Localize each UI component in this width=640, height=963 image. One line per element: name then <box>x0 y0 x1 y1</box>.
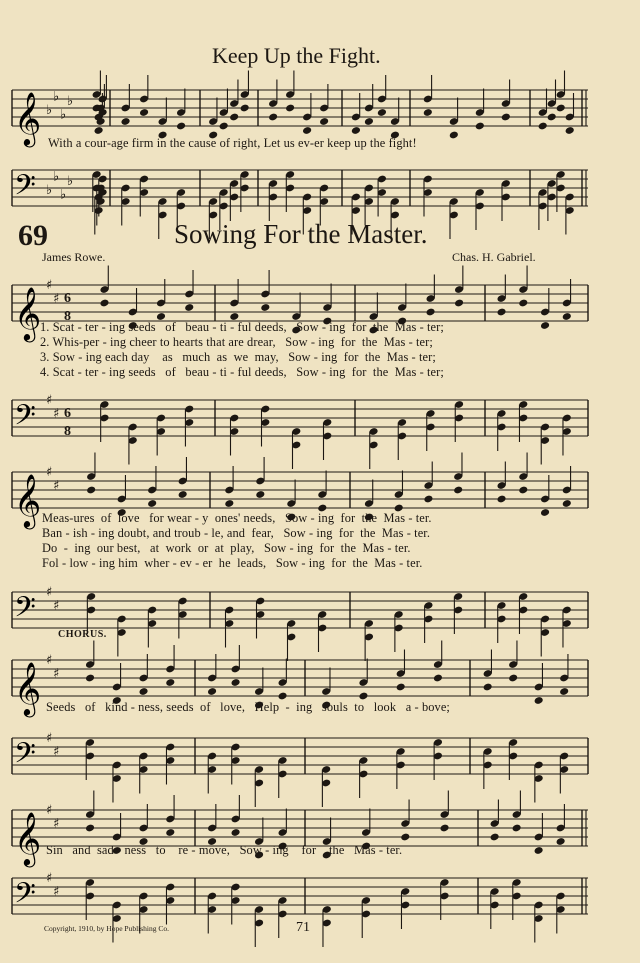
note-head <box>556 837 566 846</box>
note-head <box>562 499 572 508</box>
bass-clef-icon: 𝄢 <box>14 591 36 631</box>
note-head <box>454 299 464 308</box>
note-head <box>396 683 406 692</box>
flat-icon: ♭ <box>60 107 67 123</box>
note-head <box>400 833 410 842</box>
note-head <box>85 824 95 833</box>
hymn-title: Sowing For the Master. <box>174 219 428 249</box>
treble-clef-icon: 𝄞 <box>14 91 42 145</box>
hymn-number: 69 <box>18 219 48 252</box>
composer-credit: Chas. H. Gabriel. <box>452 250 536 264</box>
bass-staff <box>0 390 640 450</box>
flat-icon: ♭ <box>60 187 67 203</box>
note-head <box>423 108 433 117</box>
verse-2-line-2: Ban - ish - ing doubt, and troub - le, and fear, Sow - ing for the Mas - ter. <box>42 526 431 540</box>
note-head <box>351 126 361 135</box>
note-head <box>439 824 449 833</box>
flat-icon: ♭ <box>53 89 60 105</box>
note-head <box>559 687 569 696</box>
sharp-icon: ♯ <box>46 393 53 408</box>
verse-1-line-2: Meas-ures of love for wear - y ones' needs, Sow - ing for the Mas - ter. <box>42 511 432 525</box>
sharp-icon: ♯ <box>53 478 60 494</box>
bass-staff <box>0 728 640 788</box>
note-head <box>231 678 241 687</box>
chorus-line-1: Seeds of kind - ness, seeds of love, Help - ing souls to look a - bove; <box>46 700 450 714</box>
note-head <box>138 687 148 696</box>
sharp-icon: ♯ <box>53 816 60 832</box>
note-head <box>99 299 109 308</box>
note-head <box>512 824 522 833</box>
note-head <box>547 113 557 122</box>
sharp-icon: ♯ <box>46 731 53 746</box>
bass-staff <box>0 868 640 928</box>
note-head <box>534 846 544 855</box>
note-head <box>285 104 295 113</box>
note-head <box>475 122 485 131</box>
sharp-icon: ♯ <box>46 278 53 293</box>
note-head <box>255 490 265 499</box>
note-head <box>538 122 548 131</box>
note-head <box>240 104 250 113</box>
verse-4-line-1: 4. Scat - ter - ing seeds of beau - ti - ful deeds, Sow - ing for the Mas - ter; <box>40 365 444 379</box>
previous-hymn-title: Keep Up the Fight. <box>212 43 381 68</box>
verse-2-line-1: 2. Whis-per - ing cheer to hearts that are drear, Sow - ing for the Mas - ter; <box>40 335 433 349</box>
time-signature-numerator: 6 <box>64 406 71 421</box>
sharp-icon: ♯ <box>53 598 60 614</box>
treble-clef-icon: 𝄞 <box>14 473 42 527</box>
note-head <box>453 486 463 495</box>
note-head <box>231 828 241 837</box>
sharp-icon: ♯ <box>46 585 53 600</box>
bass-staff <box>0 160 640 220</box>
note-head <box>496 495 506 504</box>
note-head <box>94 126 104 135</box>
note-head <box>165 828 175 837</box>
note-head <box>426 308 436 317</box>
note-head <box>319 117 329 126</box>
note-head <box>260 303 270 312</box>
note-head <box>224 499 234 508</box>
note-head <box>176 122 186 131</box>
sharp-icon: ♯ <box>53 744 60 760</box>
sharp-icon: ♯ <box>46 871 53 886</box>
lyrics-line: With a cour-age firm in the cause of right, Let us ev-er keep up the fight! <box>48 136 417 150</box>
note-head <box>377 108 387 117</box>
bass-clef-icon: 𝄢 <box>14 399 36 439</box>
note-head <box>86 486 96 495</box>
note-head <box>229 113 239 122</box>
treble-clef-icon: 𝄞 <box>14 811 42 865</box>
flat-icon: ♭ <box>53 169 60 185</box>
note-head <box>207 687 217 696</box>
note-head <box>562 312 572 321</box>
flat-icon: ♭ <box>46 103 53 118</box>
flat-icon: ♭ <box>67 94 74 109</box>
note-head <box>508 674 518 683</box>
note-head <box>534 696 544 705</box>
note-head <box>268 113 278 122</box>
bass-clef-icon: 𝄢 <box>14 877 36 917</box>
note-head <box>219 122 229 131</box>
note-head <box>540 508 550 517</box>
page-number: 71 <box>296 920 310 935</box>
verse-1-line-1: 1. Scat - ter - ing seeds of beau - ti - ful deeds, Sow - ing for the Mas - ter; <box>40 320 444 334</box>
sharp-icon: ♯ <box>46 803 53 818</box>
note-head <box>518 299 528 308</box>
flat-icon: ♭ <box>46 183 53 198</box>
sharp-icon: ♯ <box>53 884 60 900</box>
note-head <box>184 303 194 312</box>
note-head <box>147 499 157 508</box>
verse-4-line-2: Fol - low - ing him wher - ev - er he leads, Sow - ing for the Mas - ter. <box>42 556 423 570</box>
note-head <box>501 113 511 122</box>
note-head <box>165 678 175 687</box>
note-head <box>302 126 312 135</box>
note-head <box>423 495 433 504</box>
verse-3-line-1: 3. Sow - ing each day as much as we may, Sow - ing for the Mas - ter; <box>40 350 436 364</box>
sharp-icon: ♯ <box>46 653 53 668</box>
note-head <box>518 486 528 495</box>
time-signature-numerator: 6 <box>64 291 71 306</box>
time-signature-denominator: 8 <box>64 309 71 324</box>
sharp-icon: ♯ <box>46 465 53 480</box>
note-head <box>556 104 566 113</box>
chorus-label: CHORUS. <box>58 629 107 640</box>
sharp-icon: ♯ <box>53 291 60 307</box>
copyright-notice: Copyright, 1910, by Hope Publishing Co. <box>44 924 170 933</box>
note-head <box>85 674 95 683</box>
time-signature-denominator: 8 <box>64 424 71 439</box>
treble-clef-icon: 𝄞 <box>14 661 42 715</box>
note-head <box>364 117 374 126</box>
lyricist-credit: James Rowe. <box>42 250 106 264</box>
chorus-line-2: Sin and sad - ness to re - move, Sow - ing for the Mas - ter. <box>46 843 403 857</box>
treble-clef-icon: 𝄞 <box>14 286 42 340</box>
sharp-icon: ♯ <box>53 406 60 422</box>
note-head <box>449 131 459 140</box>
bass-clef-icon: 𝄢 <box>14 169 36 209</box>
note-head <box>483 683 493 692</box>
note-head <box>121 117 131 126</box>
note-head <box>139 108 149 117</box>
note-head <box>565 126 575 135</box>
note-head <box>433 674 443 683</box>
note-head <box>540 321 550 330</box>
note-head <box>178 490 188 499</box>
sharp-icon: ♯ <box>53 666 60 682</box>
bass-clef-icon: 𝄢 <box>14 737 36 777</box>
note-head <box>490 833 500 842</box>
flat-icon: ♭ <box>67 174 74 189</box>
verse-3-line-2: Do - ing our best, at work or at play, Sow - ing for the Mas - ter. <box>42 541 411 555</box>
note-head <box>496 308 506 317</box>
